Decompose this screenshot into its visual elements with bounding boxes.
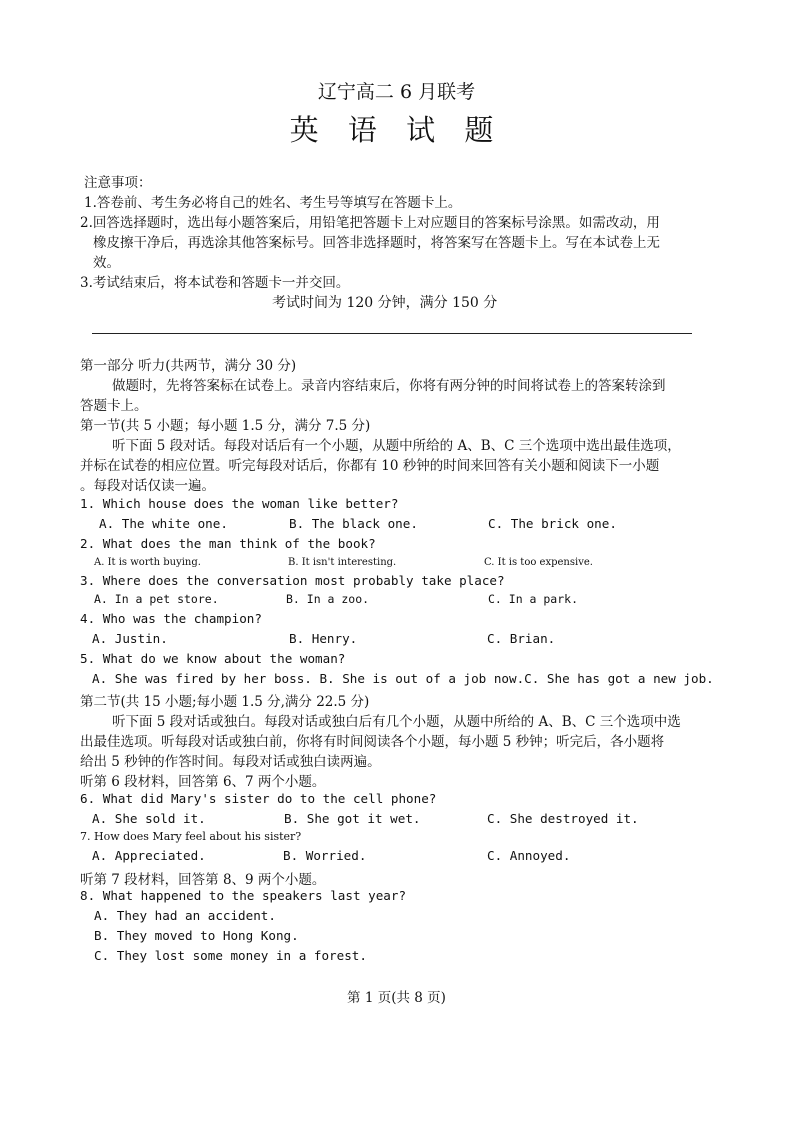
q6-option-b: B. She got it wet. [284, 811, 421, 826]
q7-option-b: B. Worried. [283, 848, 367, 863]
notice-title: 注意事项： [84, 175, 152, 191]
notice-item-2-line-3: 效。 [93, 255, 120, 271]
section2-intro-line-3: 给出 5 秒钟的作答时间。每段对话或独白读两遍。 [80, 754, 381, 770]
section2-intro-line-2: 出最佳选项。听每段对话或独白前，你将有时间阅读各个小题，每小题 5 秒钟；听完后，各小题将 [80, 734, 665, 750]
part1-intro-line-2: 答题卡上。 [80, 398, 148, 414]
q3-option-b: B. In a zoo. [286, 592, 370, 606]
section2-intro-line-1: 听下面 5 段对话或独白。每段对话或独白后有几个小题，从题中所给的 A、B、C 三个选项中选 [112, 714, 681, 730]
q2-option-b: B. It isn't interesting. [288, 557, 397, 568]
exam-title: 辽宁高二 6 月联考 [317, 81, 476, 103]
material-7-label: 听第 7 段材料，回答第 8、9 两个小题。 [80, 872, 326, 888]
section1-title: 第一节(共 5 小题；每小题 1.5 分，满分 7.5 分) [80, 418, 371, 434]
q8-option-c: C. They lost some money in a forest. [94, 948, 367, 963]
subject-title: 英 语 试 题 [289, 113, 504, 147]
q1-option-a: A. The white one. [99, 516, 228, 531]
q4-option-b: B. Henry. [289, 631, 358, 646]
q6-option-c: C. She destroyed it. [487, 811, 639, 826]
q3-option-a: A. In a pet store. [94, 592, 219, 606]
question-4: 4. Who was the champion? [80, 611, 262, 626]
notice-item-3: 3.考试结束后，将本试卷和答题卡一并交回。 [80, 275, 350, 291]
notice-item-2-line-1: 2.回答选择题时，选出每小题答案后，用铅笔把答题卡上对应题目的答案标号涂黑。如需改动，用 [80, 215, 660, 231]
q8-option-a: A. They had an accident. [94, 908, 276, 923]
section1-intro-line-2: 并标在试卷的相应位置。听完每段对话后，你都有 10 秒钟的时间来回答有关小题和阅读下一小题 [80, 458, 660, 474]
q7-option-c: C. Annoyed. [487, 848, 571, 863]
q4-option-c: C. Brian. [487, 631, 556, 646]
question-5: 5. What do we know about the woman? [80, 651, 346, 666]
question-8: 8. What happened to the speakers last year? [80, 888, 407, 903]
divider-line [92, 333, 692, 334]
question-7: 7. How does Mary feel about his sister? [80, 830, 302, 843]
q8-option-b: B. They moved to Hong Kong. [94, 928, 299, 943]
question-6: 6. What did Mary's sister do to the cell phone? [80, 791, 437, 806]
q1-option-b: B. The black one. [289, 516, 418, 531]
question-1: 1. Which house does the woman like better? [80, 496, 399, 511]
q2-option-a: A. It is worth buying. [94, 557, 201, 568]
q7-option-a: A. Appreciated. [92, 848, 206, 863]
notice-item-2-line-2: 橡皮擦干净后，再选涂其他答案标号。回答非选择题时，将答案写在答题卡上。写在本试卷上无 [93, 235, 660, 251]
section1-intro-line-1: 听下面 5 段对话。每段对话后有一个小题，从题中所给的 A、B、C 三个选项中选出最佳选项， [112, 438, 681, 454]
part1-title: 第一部分 听力(共两节，满分 30 分) [80, 358, 297, 374]
q1-option-c: C. The brick one. [488, 516, 617, 531]
page-number: 第 1 页(共 8 页) [347, 990, 446, 1006]
q6-option-a: A. She sold it. [92, 811, 206, 826]
section1-intro-line-3: 。每段对话仅读一遍。 [80, 478, 215, 494]
exam-time: 考试时间为 120 分钟，满分 150 分 [272, 295, 498, 311]
q2-option-c: C. It is too expensive. [484, 557, 593, 568]
material-6-label: 听第 6 段材料，回答第 6、7 两个小题。 [80, 774, 326, 790]
part1-intro-line-1: 做题时，先将答案标在试卷上。录音内容结束后，你将有两分钟的时间将试卷上的答案转涂到 [112, 378, 666, 394]
q4-option-a: A. Justin. [92, 631, 168, 646]
question-2: 2. What does the man think of the book? [80, 536, 376, 551]
section2-title: 第二节(共 15 小题;每小题 1.5 分,满分 22.5 分) [80, 694, 370, 710]
q3-option-c: C. In a park. [488, 592, 579, 606]
notice-item-1: 1.答卷前、考生务必将自己的姓名、考生号等填写在答题卡上。 [84, 195, 462, 211]
question-3: 3. Where does the conversation most probably take place? [80, 573, 505, 588]
q5-options: A. She was fired by her boss. B. She is out of a job now.C. She has got a new job. [92, 671, 714, 686]
